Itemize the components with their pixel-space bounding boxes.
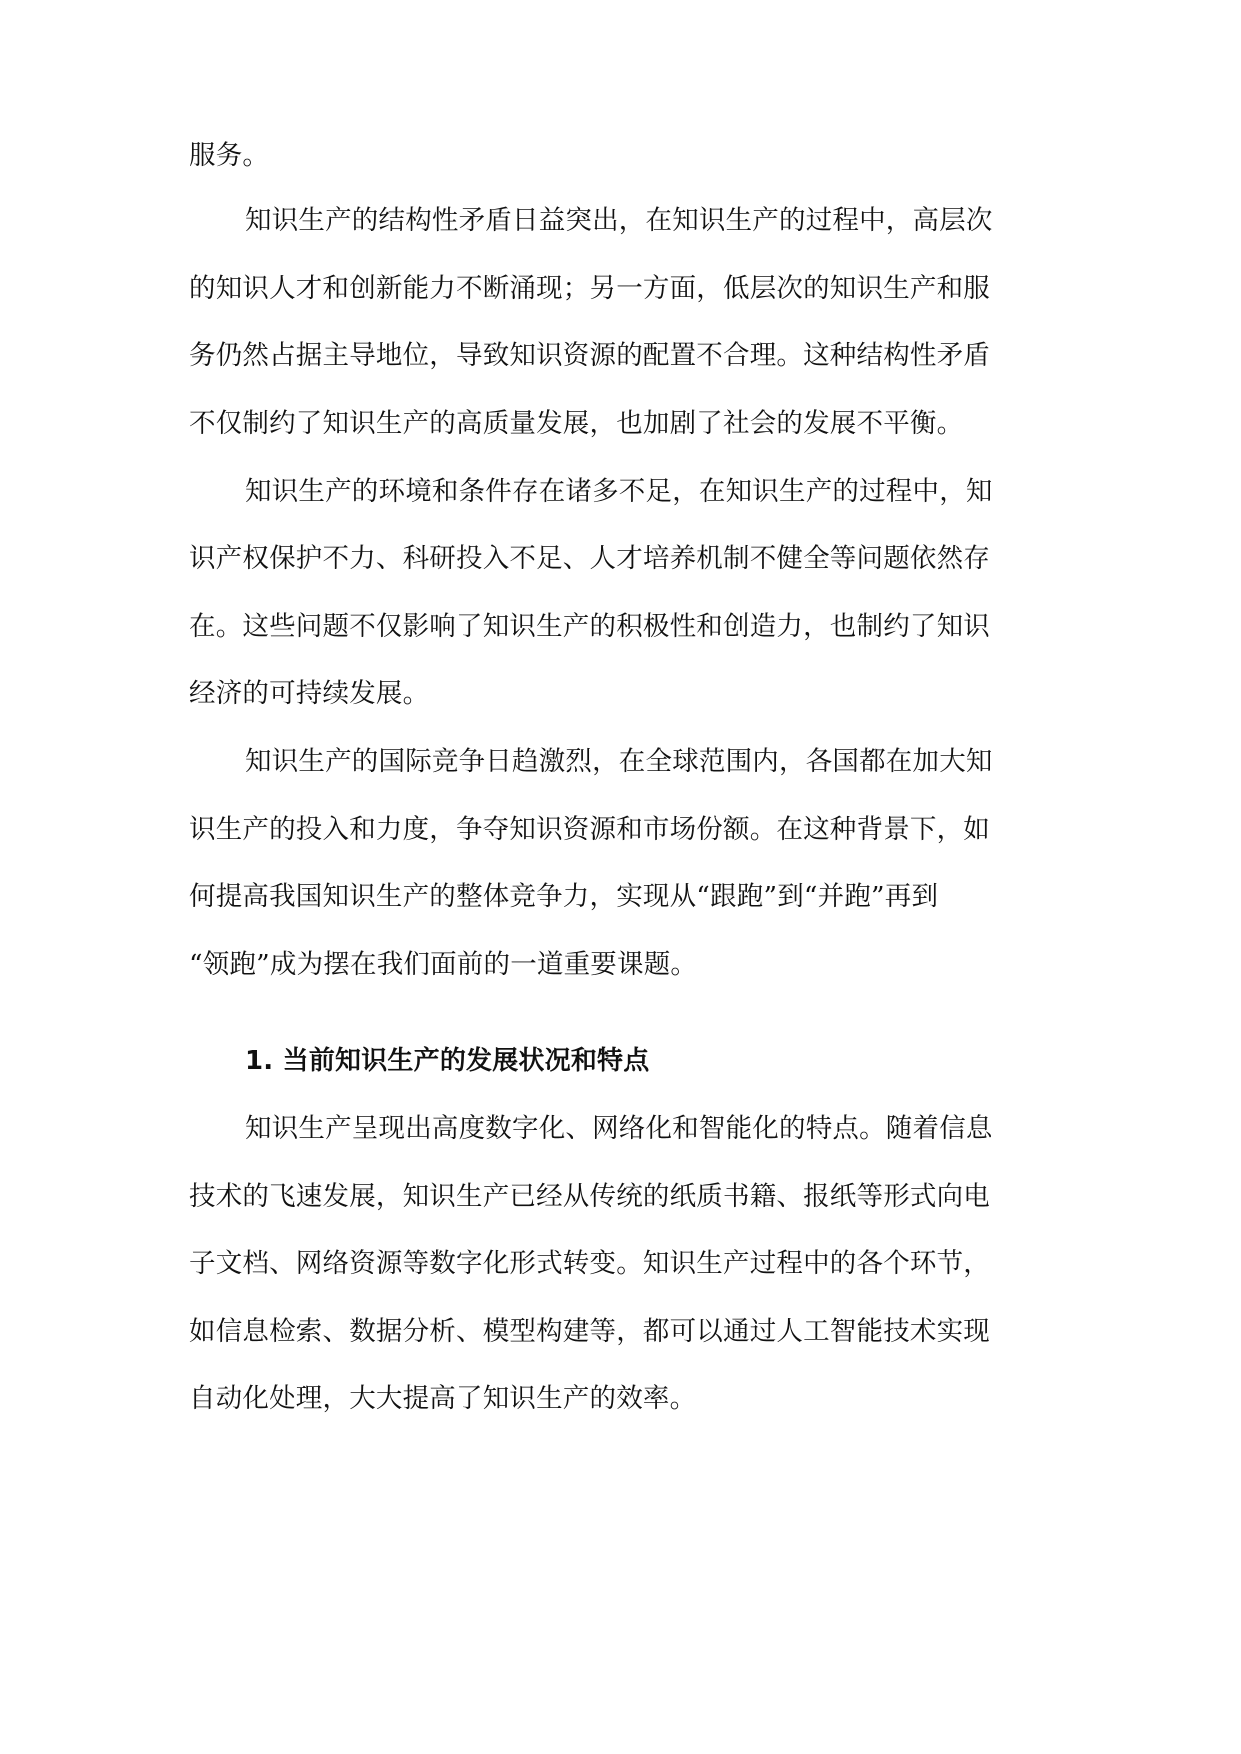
paragraph-line: 子文档、网络资源等数字化形式转变。知识生产过程中的各个环节， <box>189 1248 990 1279</box>
paragraph-line: 在。这些问题不仅影响了知识生产的积极性和创造力，也制约了知识 <box>189 611 990 642</box>
paragraph-line: 自动化处理，大大提高了知识生产的效率。 <box>189 1383 697 1414</box>
paragraph-line: 知识生产的国际竞争日趋激烈，在全球范围内，各国都在加大知 <box>245 746 993 777</box>
paragraph-line: 服务。 <box>189 140 270 171</box>
paragraph-line: 不仅制约了知识生产的高质量发展，也加剧了社会的发展不平衡。 <box>189 408 964 439</box>
paragraph-line: 务仍然占据主导地位，导致知识资源的配置不合理。这种结构性矛盾 <box>189 340 990 371</box>
paragraph-line: 技术的飞速发展，知识生产已经从传统的纸质书籍、报纸等形式向电 <box>189 1181 990 1212</box>
paragraph-line: 的知识人才和创新能力不断涌现；另一方面，低层次的知识生产和服 <box>189 273 990 304</box>
paragraph-line: 经济的可持续发展。 <box>189 678 430 709</box>
paragraph-line: 何提高我国知识生产的整体竞争力，实现从“跟跑”到“并跑”再到 <box>189 881 939 912</box>
paragraph-line: 知识生产呈现出高度数字化、网络化和智能化的特点。随着信息 <box>245 1113 993 1144</box>
paragraph-line: 如信息检索、数据分析、模型构建等，都可以通过人工智能技术实现 <box>189 1316 990 1347</box>
paragraph-line: 知识生产的结构性矛盾日益突出，在知识生产的过程中，高层次 <box>245 205 993 236</box>
paragraph-line: 识生产的投入和力度，争夺知识资源和市场份额。在这种背景下，如 <box>189 814 990 845</box>
section-heading: 1. 当前知识生产的发展状况和特点 <box>245 1046 650 1076</box>
paragraph-line: 知识生产的环境和条件存在诸多不足，在知识生产的过程中，知 <box>245 476 993 507</box>
paragraph-line: 识产权保护不力、科研投入不足、人才培养机制不健全等问题依然存 <box>189 543 990 574</box>
paragraph-line: “领跑”成为摆在我们面前的一道重要课题。 <box>189 949 698 980</box>
